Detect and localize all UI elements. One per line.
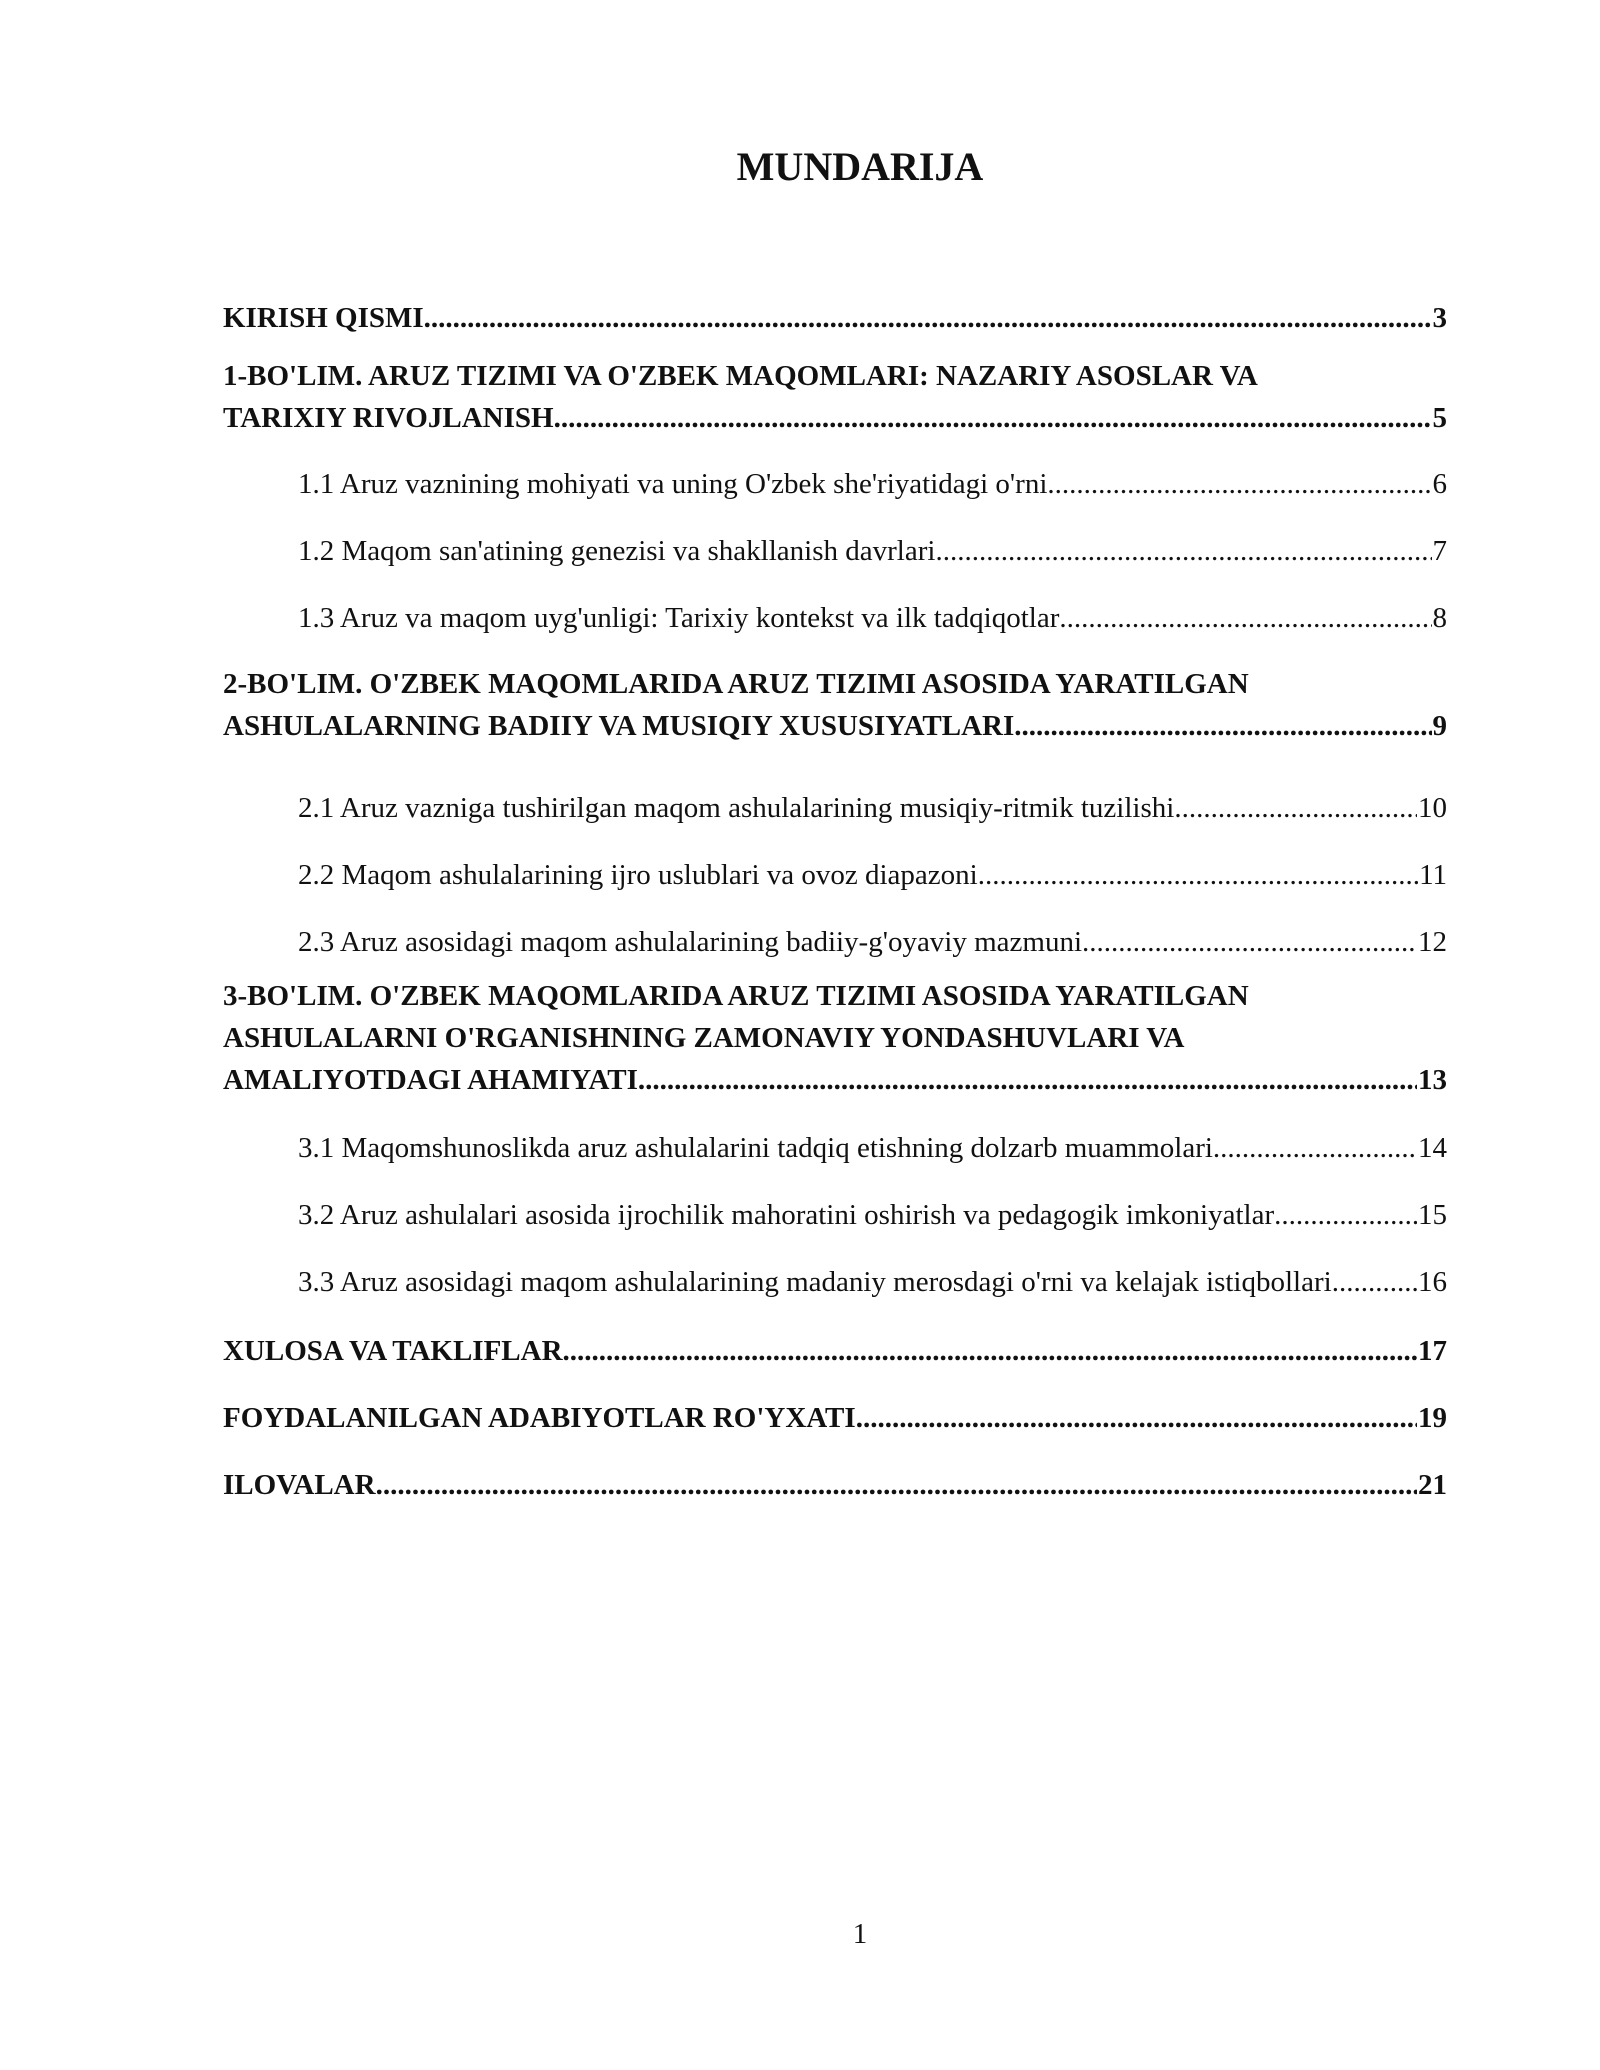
toc-entry-text: FOYDALANILGAN ADABIYOTLAR RO'YXATI (223, 1402, 856, 1434)
toc-page-number: 11 (1419, 859, 1447, 891)
dot-leader (554, 397, 1432, 439)
toc-page-number: 19 (1418, 1402, 1447, 1434)
toc-entry[interactable] (223, 921, 1447, 963)
toc-entry[interactable] (223, 297, 1447, 339)
toc-entry-text: 3.2 Aruz ashulalari asosida ijrochilik mahoratini oshirish va pedagogik imkoniyatlar (298, 1199, 1275, 1231)
toc-page-number: 8 (1432, 602, 1447, 634)
toc-entry[interactable] (223, 1261, 1447, 1303)
toc-entry-text: 3.1 Maqomshunoslikda aruz ashulalarini tadqiq etishning dolzarb muammolari (298, 1132, 1213, 1164)
toc-entry[interactable] (223, 787, 1447, 829)
toc-page-number: 10 (1418, 792, 1447, 824)
toc-entry[interactable] (223, 1330, 1447, 1372)
dot-leader (1174, 787, 1417, 829)
toc-page-number: 7 (1432, 535, 1447, 567)
toc-page-number: 13 (1418, 1064, 1447, 1096)
toc-entry-text: TARIXIY RIVOJLANISH (223, 402, 554, 434)
dot-leader (1082, 921, 1417, 963)
dot-leader (1014, 705, 1431, 747)
dot-leader (638, 1059, 1417, 1101)
toc-entry-text: AMALIYOTDAGI AHAMIYATI (223, 1064, 638, 1096)
toc-entry[interactable] (223, 1127, 1447, 1169)
toc-entry[interactable] (223, 597, 1447, 639)
dot-leader (1059, 597, 1431, 639)
toc-entry-text: ASHULALARNING BADIIY VA MUSIQIY XUSUSIYATLARI (223, 710, 1015, 742)
toc-entry-text: ASHULALARNI O'RGANISHNING ZAMONAVIY YONDASHUVLARI VA (223, 1022, 1185, 1054)
toc-page-number: 12 (1418, 926, 1447, 958)
dot-leader (935, 530, 1431, 572)
toc-page-number: 3 (1432, 302, 1447, 334)
toc-page-number: 16 (1418, 1266, 1447, 1298)
toc-entry-text: 2.3 Aruz asosidagi maqom ashulalarining badiiy-g'oyaviy mazmuni (298, 926, 1083, 958)
toc-entry-text: 2.1 Aruz vazniga tushirilgan maqom ashulalarining musiqiy-ritmik tuzilishi (298, 792, 1175, 824)
dot-leader (1213, 1127, 1417, 1169)
page-title: MUNDARIJA (736, 144, 984, 189)
toc-entry[interactable] (223, 854, 1447, 896)
toc-entry-text: KIRISH QISMI (223, 302, 424, 334)
toc-entry-text: 2.2 Maqom ashulalarining ijro uslublari va ovoz diapazoni (298, 859, 978, 891)
toc-entry-text: 3.3 Aruz asosidagi maqom ashulalarining madaniy merosdagi o'rni va kelajak istiqbollari (298, 1266, 1332, 1298)
toc-entry-text: 1.2 Maqom san'atining genezisi va shakllanish davrlari (298, 535, 936, 567)
toc-entry[interactable] (223, 663, 1447, 747)
dot-leader (1274, 1194, 1417, 1236)
toc-page-number: 17 (1418, 1335, 1447, 1367)
dot-leader (978, 854, 1418, 896)
toc-entry-text: ILOVALAR (223, 1469, 376, 1501)
toc-page-number: 15 (1418, 1199, 1447, 1231)
toc-page-number: 9 (1432, 710, 1447, 742)
toc-entry[interactable] (223, 463, 1447, 505)
toc-entry[interactable] (223, 975, 1447, 1101)
dot-leader (1047, 463, 1431, 505)
toc-entry-text: 1.1 Aruz vaznining mohiyati va uning O'zbek she'riyatidagi o'rni (298, 468, 1048, 500)
toc-entry[interactable] (223, 530, 1447, 572)
page-number: 1 (852, 1918, 868, 1950)
dot-leader (424, 297, 1432, 339)
toc-page-number: 14 (1418, 1132, 1447, 1164)
toc-page-number: 6 (1432, 468, 1447, 500)
dot-leader (856, 1397, 1417, 1439)
toc-entry[interactable] (223, 1194, 1447, 1236)
dot-leader (1332, 1261, 1417, 1303)
toc-entry[interactable] (223, 355, 1447, 439)
toc-entry-text: 2-BO'LIM. O'ZBEK MAQOMLARIDA ARUZ TIZIMI ASOSIDA YARATILGAN (223, 668, 1249, 700)
toc-entry-text: 1.3 Aruz va maqom uyg'unligi: Tarixiy kontekst va ilk tadqiqotlar (298, 602, 1060, 634)
toc-page-number: 21 (1418, 1469, 1447, 1501)
toc-entry[interactable] (223, 1464, 1447, 1506)
toc-entry-text: XULOSA VA TAKLIFLAR (223, 1335, 563, 1367)
toc-entry[interactable] (223, 1397, 1447, 1439)
dot-leader (376, 1464, 1417, 1506)
toc-entry-text: 1-BO'LIM. ARUZ TIZIMI VA O'ZBEK MAQOMLARI: NAZARIY ASOSLAR VA (223, 360, 1258, 392)
toc-page-number: 5 (1432, 402, 1447, 434)
toc-entry-text: 3-BO'LIM. O'ZBEK MAQOMLARIDA ARUZ TIZIMI ASOSIDA YARATILGAN (223, 980, 1249, 1012)
dot-leader (563, 1330, 1417, 1372)
